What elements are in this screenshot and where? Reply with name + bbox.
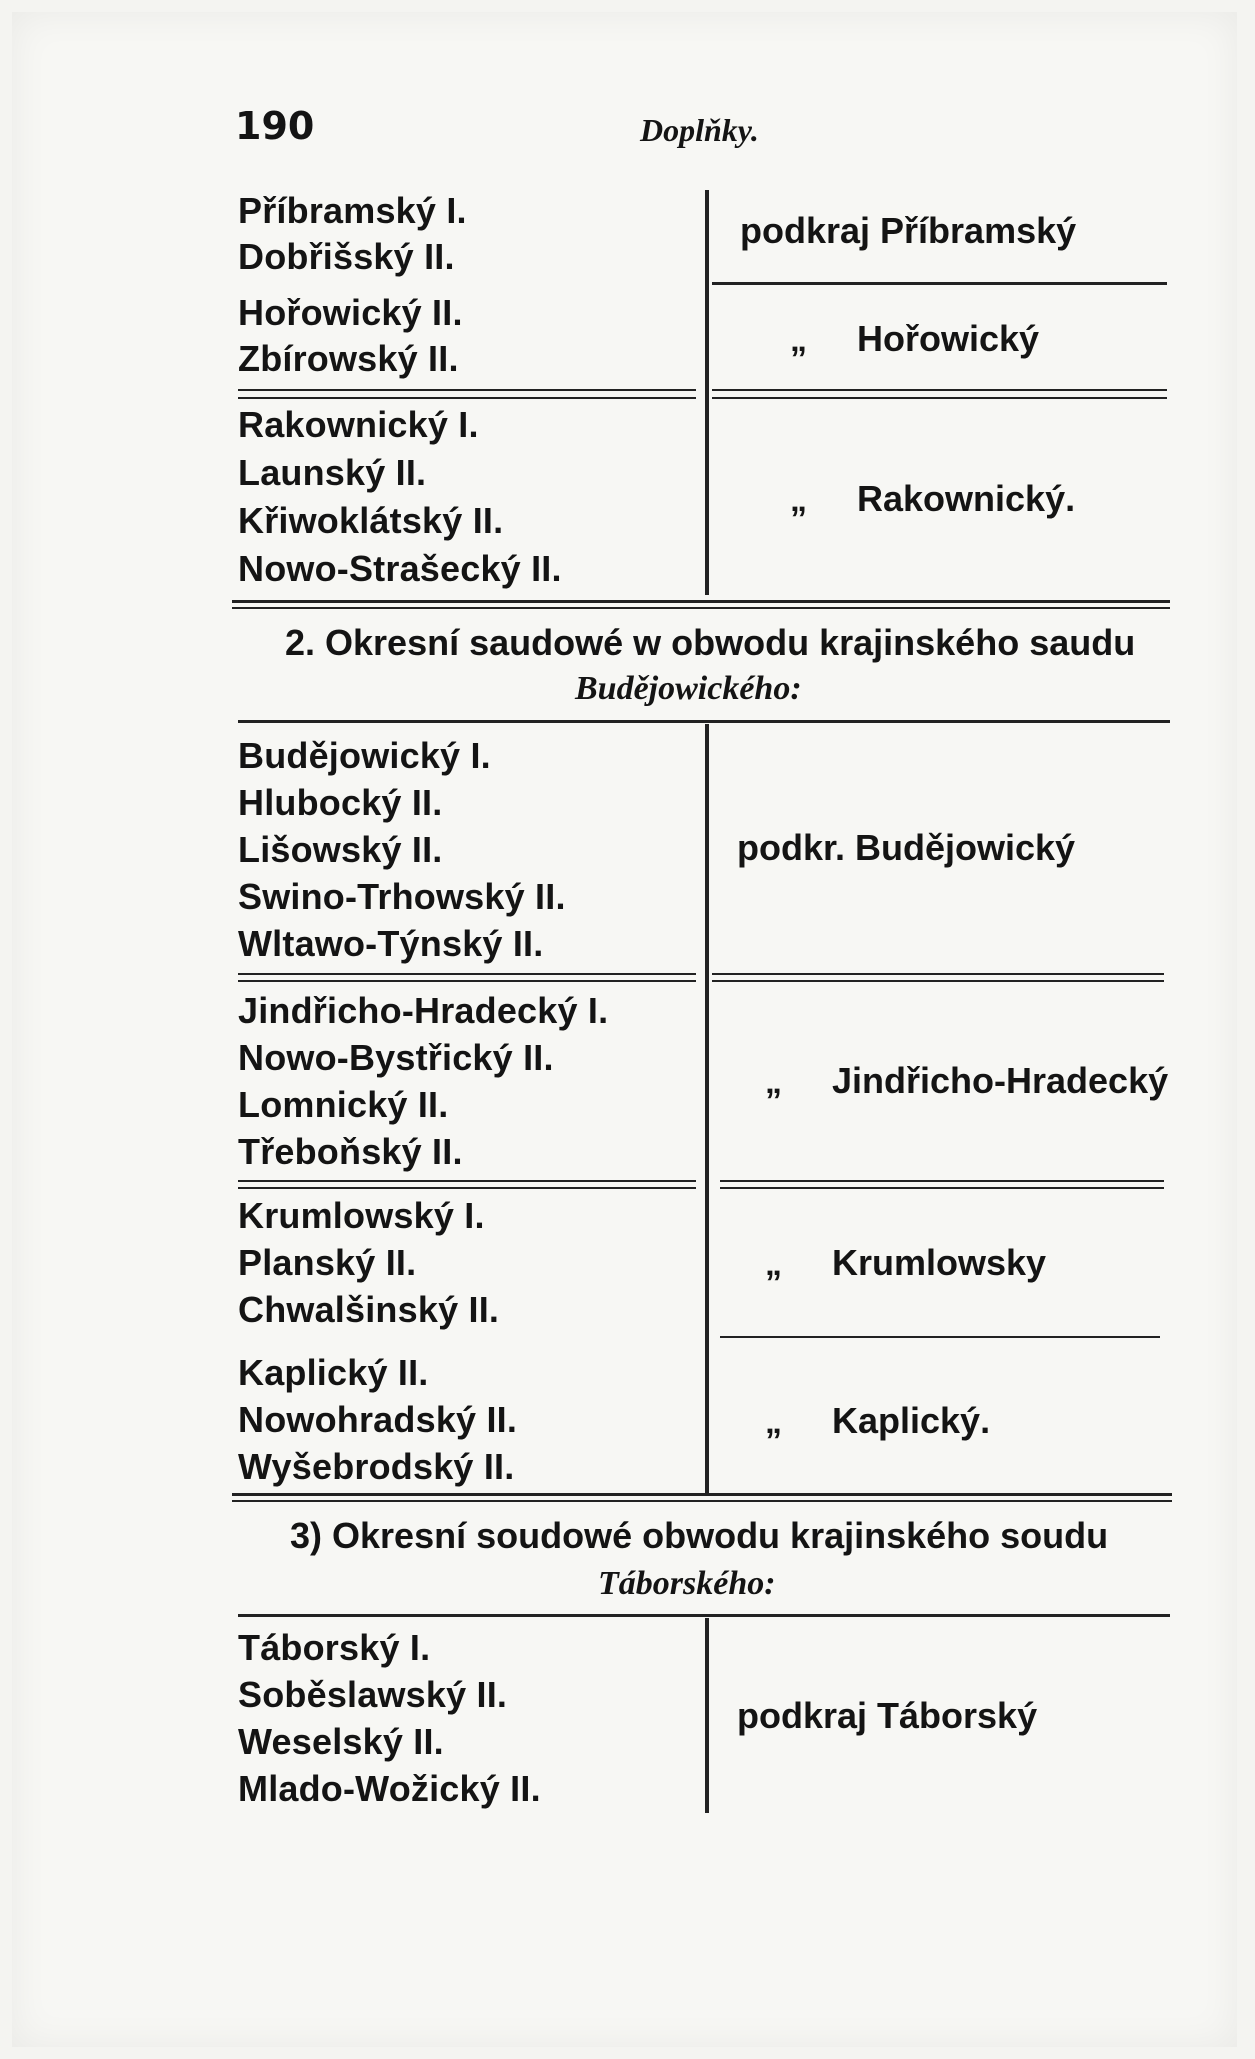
- district-entry: [765, 1060, 1168, 1102]
- section-subheading: Táborského:: [598, 1565, 776, 1602]
- court-name: Krumlowský I.: [238, 1195, 485, 1236]
- ditto-mark: „: [765, 1403, 782, 1441]
- column-divider: [705, 1618, 709, 1813]
- court-name: Planský II.: [238, 1242, 417, 1283]
- court-name: Lomnický II.: [238, 1084, 449, 1125]
- page: [12, 12, 1237, 2047]
- group-divider: [238, 389, 696, 391]
- ditto-mark: „: [765, 1063, 782, 1101]
- district-name: Kaplický.: [832, 1400, 991, 1441]
- group-divider: [712, 980, 1164, 982]
- court-name: Dobřišský II.: [238, 236, 455, 277]
- group-divider: [712, 973, 1164, 975]
- group-divider: [720, 1336, 1160, 1338]
- court-name: Nowohradský II.: [238, 1399, 518, 1440]
- heading-rule: [238, 1614, 1170, 1617]
- running-head: Doplňky.: [640, 112, 759, 148]
- court-name: Kaplický II.: [238, 1352, 429, 1393]
- court-name: Launský II.: [238, 452, 427, 493]
- court-name: Swino-Trhowský II.: [238, 876, 566, 917]
- group-divider: [238, 1180, 696, 1182]
- group-divider: [720, 1187, 1164, 1189]
- court-name: Chwalšinský II.: [238, 1289, 500, 1330]
- district-name: podkraj Příbramský: [740, 210, 1077, 251]
- court-name: Wltawo-Týnský II.: [238, 923, 544, 964]
- court-name: Weselský II.: [238, 1721, 444, 1762]
- district-name: podkraj Táborský: [737, 1695, 1038, 1736]
- district-entry: [765, 1242, 1046, 1284]
- section-subheading: Budějowického:: [575, 670, 802, 707]
- district-entry: [790, 478, 1075, 520]
- group-divider: [238, 973, 696, 975]
- ditto-mark: „: [765, 1245, 782, 1283]
- section-heading: 3) Okresní soudowé obwodu krajinského soudu: [290, 1515, 1109, 1556]
- district-entry: [790, 318, 1039, 360]
- court-name: Soběslawský II.: [238, 1674, 508, 1715]
- court-name: Jindřicho-Hradecký I.: [238, 990, 609, 1031]
- group-divider: [720, 1180, 1164, 1182]
- group-divider: [712, 397, 1167, 399]
- column-divider: [705, 724, 709, 1494]
- section-divider: [232, 1500, 1172, 1502]
- heading-rule: [238, 720, 1170, 723]
- ditto-mark: „: [790, 481, 807, 519]
- group-divider: [238, 980, 696, 982]
- court-name: Lišowský II.: [238, 829, 443, 870]
- court-name: Mlado-Wožický II.: [238, 1768, 541, 1809]
- court-name: Příbramský I.: [238, 190, 467, 231]
- district-name: Hořowický: [857, 318, 1040, 359]
- section-divider: [232, 607, 1170, 609]
- court-name: Nowo-Strašecký II.: [238, 548, 562, 589]
- group-divider: [238, 1187, 696, 1189]
- court-name: Budějowický I.: [238, 735, 491, 776]
- district-name: Krumlowsky: [832, 1242, 1047, 1283]
- column-divider: [705, 190, 709, 595]
- group-divider: [238, 397, 696, 399]
- section-divider: [232, 600, 1170, 603]
- district-name: Rakownický.: [857, 478, 1076, 519]
- district-entry: [765, 1400, 990, 1442]
- page-number: 190: [235, 104, 315, 148]
- court-name: Hořowický II.: [238, 292, 463, 333]
- court-name: Křiwoklátský II.: [238, 500, 504, 541]
- section-divider: [232, 1493, 1172, 1496]
- group-divider: [712, 282, 1167, 285]
- ditto-mark: „: [790, 321, 807, 359]
- district-name: podkr. Budějowický: [737, 827, 1076, 868]
- court-name: Třeboňský II.: [238, 1131, 463, 1172]
- section-heading: 2. Okresní saudowé w obwodu krajinského saudu: [285, 622, 1136, 663]
- district-name: Jindřicho-Hradecký: [832, 1060, 1169, 1101]
- court-name: Zbírowský II.: [238, 338, 459, 379]
- court-name: Táborský I.: [238, 1627, 431, 1668]
- court-name: Rakownický I.: [238, 404, 479, 445]
- court-name: Hlubocký II.: [238, 782, 443, 823]
- group-divider: [712, 389, 1167, 391]
- court-name: Wyšebrodský II.: [238, 1446, 515, 1487]
- court-name: Nowo-Bystřický II.: [238, 1037, 554, 1078]
